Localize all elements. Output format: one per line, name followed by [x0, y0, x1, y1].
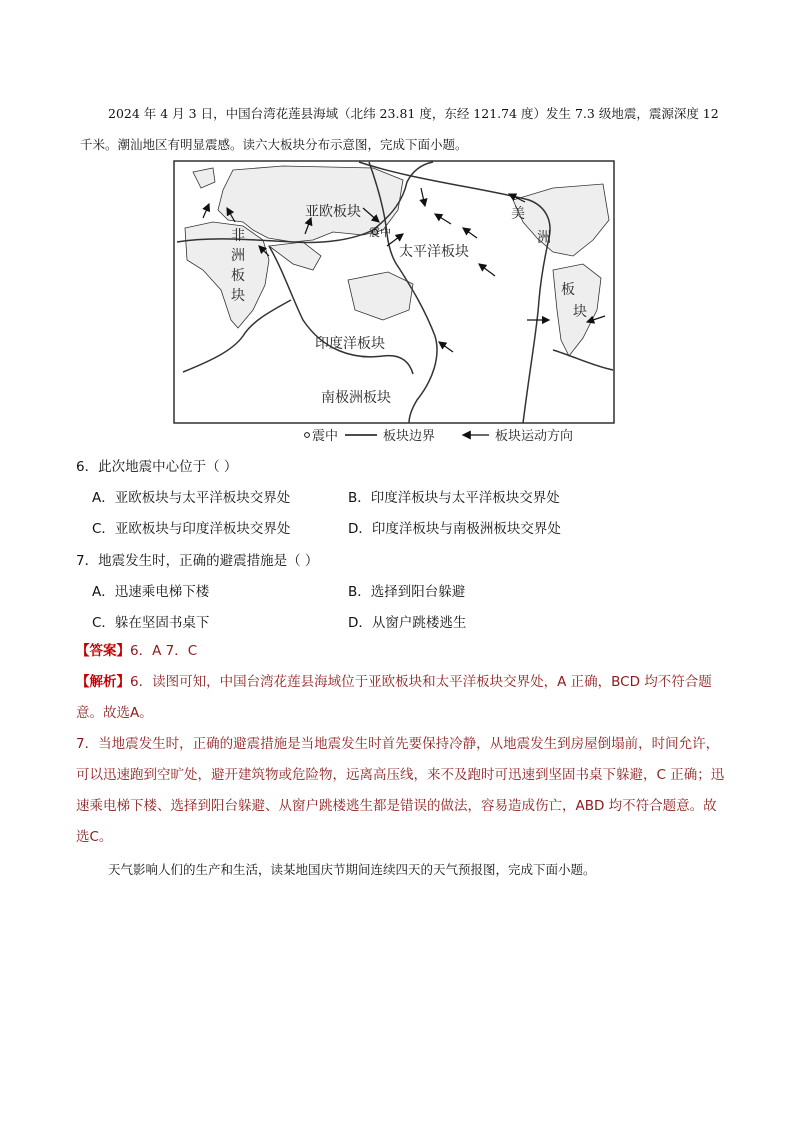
question-intro: 2024 年 4 月 3 日，中国台湾花莲县海域（北纬 23.81 度，东经 121.74 度）发生 7.3 级地震，震源深度 12 千米。潮汕地区有明显震感。读六大板块分布示意图，完成下面小题。 — [80, 106, 719, 152]
plate-map-svg — [173, 160, 615, 446]
map-legend — [305, 428, 573, 444]
answer-text: 6．A 7．C — [130, 643, 198, 659]
label-indian-plate: 印度洋板块 — [315, 336, 385, 352]
legend-epicenter-symbol — [305, 433, 310, 438]
label-americas-plate-3: 板 — [561, 282, 575, 298]
label-african-plate-4: 块 — [231, 288, 245, 304]
answer-tag: 【答案】 — [76, 643, 130, 659]
plate-map — [173, 160, 615, 446]
label-antarctic-plate: 南极洲板块 — [321, 390, 391, 406]
q7-stem: 7．地震发生时，正确的避震措施是（ ） — [76, 553, 319, 569]
label-african-plate-2: 洲 — [231, 248, 245, 264]
label-eurasian-plate: 亚欧板块 — [305, 204, 361, 220]
label-americas-plate-1: 美 — [511, 206, 525, 222]
legend-motion-label: 板块运动方向 — [495, 429, 574, 444]
label-americas-plate-4: 块 — [573, 304, 587, 320]
analysis-q7: 7．当地震发生时，正确的避震措施是当地震发生时首先要保持冷静，从地震发生到房屋倒塌前，时间允许，可以迅速跑到空旷处，避开建筑物或危险物，远离高压线，来不及跑时可迅速到坚固书桌下躲避，C 正确；迅速乘电梯下楼、选择到阳台躲避、从窗户跳楼逃生都是错误的做法，容易造成伤亡，ABD 均不符合题意。故选C。 — [76, 736, 725, 845]
label-americas-plate-2: 洲 — [537, 230, 551, 246]
legend-boundary-label: 板块边界 — [383, 429, 436, 444]
q6-stem: 6．此次地震中心位于（ ） — [76, 459, 238, 475]
q7-option-d: D．从窗户跳楼逃生 — [348, 615, 467, 631]
label-african-plate-1: 非 — [231, 228, 245, 244]
analysis-q6 — [76, 667, 726, 729]
label-african-plate-3: 板 — [231, 268, 245, 284]
q7-option-c: C．躲在坚固书桌下 — [92, 615, 210, 631]
q7-option-b: B．选择到阳台躲避 — [348, 584, 466, 600]
q6-option-d: D．印度洋板块与南极洲板块交界处 — [348, 521, 561, 537]
q6-option-b: B．印度洋板块与太平洋板块交界处 — [348, 490, 560, 506]
analysis-tag: 【解析】 — [76, 674, 130, 690]
label-pacific-plate: 太平洋板块 — [399, 244, 469, 260]
q6-option-a: A．亚欧板块与太平洋板块交界处 — [92, 490, 291, 506]
analysis-q6-text: 6．读图可知，中国台湾花莲县海域位于亚欧板块和太平洋板块交界处，A 正确，BCD 均不符合题意。故选A。 — [76, 674, 712, 721]
answer-block — [76, 636, 726, 667]
q7-option-a: A．迅速乘电梯下楼 — [92, 584, 210, 600]
next-question-intro: 天气影响人们的生产和生活，读某地国庆节期间连续四天的天气预报图，完成下面小题。 — [108, 862, 596, 877]
legend-epicenter-label: 震中 — [312, 429, 339, 444]
q6-option-c: C．亚欧板块与印度洋板块交界处 — [92, 521, 291, 537]
label-epicenter: 震中 — [369, 226, 391, 239]
